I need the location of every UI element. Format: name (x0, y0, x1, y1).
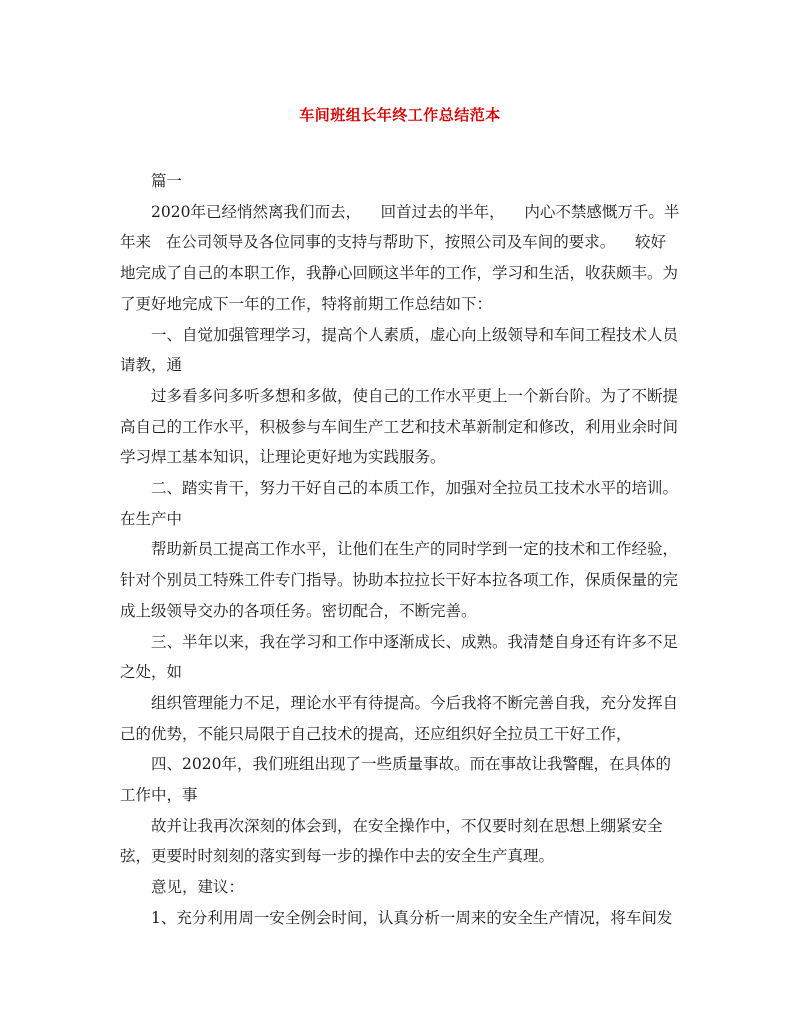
paragraph-point-4-body: 故并让我再次深刻的体会到，在安全操作中，不仅要时刻在思想上绷紧安全弦，更要时时刻刻的落实到每一步的操作中去的安全生产真理。 (120, 816, 663, 866)
paragraph-point-2-heading: 二、踏实肯干，努力干好自己的本质工作，加强对全拉员工技术水平的培训。在生产中 (120, 479, 679, 528)
paragraph-point-2-body: 帮助新员工提高工作水平，让他们在生产的同时学到一定的技术和工作经验，针对个别员工特殊工件专门指导。协助本拉拉长干好本拉各项工作，保质保量的完成上级领导交办的各项任务。密切配合，不断完善。 (120, 540, 679, 620)
paragraph-point-1-heading: 一、自觉加强管理学习，提高个人素质，虚心向上级领导和车间工程技术人员请教，通 (120, 325, 679, 375)
paragraph-suggestion-1: 1、充分利用周一安全例会时间，认真分析一周来的安全生产情况，将车间发 (151, 908, 673, 927)
paragraph-section-label: 篇一 (151, 172, 183, 190)
paragraph-point-3-body: 组织管理能力不足，理论水平有待提高。今后我将不断完善自我，充分发挥自己的优势，不能只局限于自己技术的提高，还应组织好全拉员工干好工作， (120, 693, 679, 743)
paragraph-suggestions-heading: 意见，建议： (151, 878, 245, 897)
paragraph-intro: 2020年已经悄然离我们而去， 回首过去的半年， 内心不禁感慨万千。半年来 在公司领导及各位同事的支持与帮助下，按照公司及车间的要求。 较好地完成了自己的本职工作，我静心回顾这半年的工作，学习和生活，收获颇丰。为了更好地完成下一年的工作，特将前期工作总结如下： (120, 202, 680, 313)
paragraph-point-1-body: 过多看多问多听多想和多做，使自己的工作水平更上一个新台阶。为了不断提高自己的工作水平，积极参与车间生产工艺和技术革新制定和修改，利用业余时间学习焊工基本知识，让理论更好地为实践服务。 (120, 386, 679, 467)
document-body (120, 166, 680, 934)
document-title: 车间班组长年终工作总结范本 (299, 106, 501, 124)
paragraph-point-4-heading: 四、2020年，我们班组出现了一些质量事故。而在事故让我警醒，在具体的工作中，事 (120, 755, 671, 805)
paragraph-point-3-heading: 三、半年以来，我在学习和工作中逐渐成长、成熟。我清楚自身还有许多不足之处，如 (120, 632, 679, 682)
